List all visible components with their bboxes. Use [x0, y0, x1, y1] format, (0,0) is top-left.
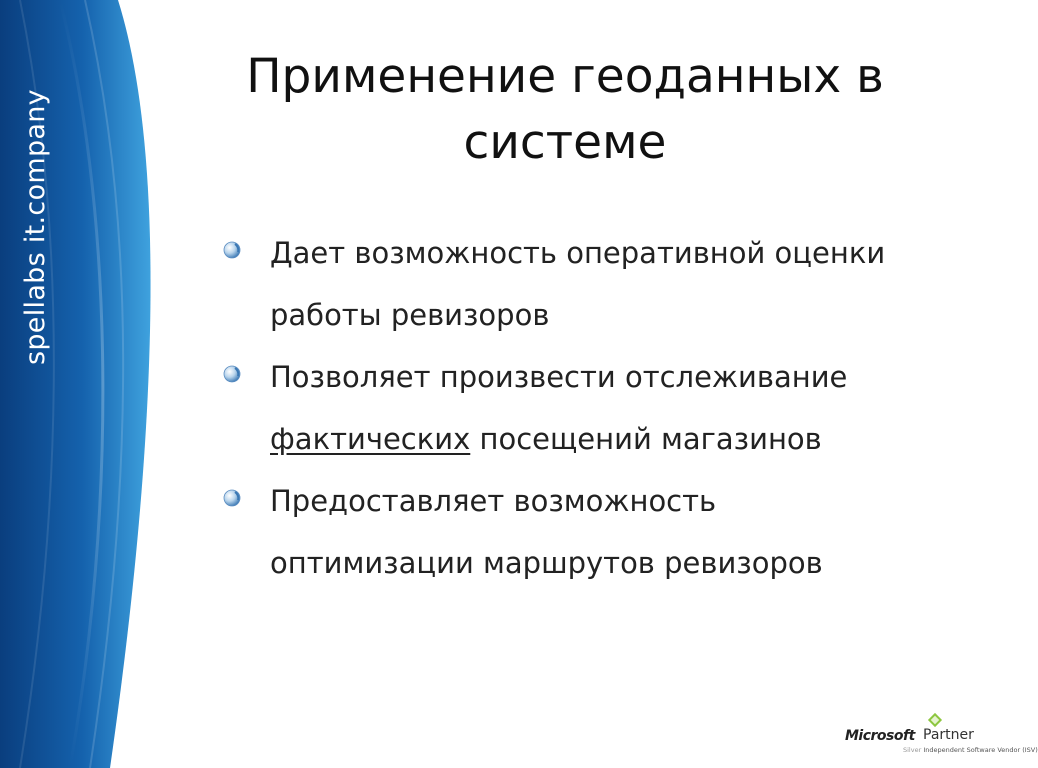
logo-subtitle: [903, 746, 1038, 754]
bubble-icon: [222, 488, 242, 508]
underlined-word: фактических: [270, 422, 471, 456]
brand-vertical-text: spellabs it.company: [20, 89, 51, 365]
bullet-text-line-2: оптимизации маршрутов ревизоров: [270, 546, 823, 580]
bullet-item: [222, 470, 1002, 594]
bullet-text-line-2: посещений магазинов: [470, 422, 822, 456]
title-line-2: системе: [463, 115, 667, 170]
title-line-1: Применение геоданных в: [246, 49, 884, 104]
bullet-text-line-1: Позволяет произвести отслеживание: [270, 360, 848, 394]
bullet-item: [222, 222, 1002, 346]
partner-mark-icon: [927, 712, 943, 728]
bullet-text-line-1: Дает возможность оперативной оценки: [270, 236, 886, 270]
microsoft-partner-logo: [845, 712, 1038, 762]
bubble-icon: [222, 364, 242, 384]
bullet-list: [222, 222, 1002, 594]
bubble-icon: [222, 240, 242, 260]
bullet-text-line-2: работы ревизоров: [270, 298, 550, 332]
logo-competency: Independent Software Vendor (ISV): [923, 746, 1038, 754]
bullet-text-line-1: Предоставляет возможность: [270, 484, 717, 518]
logo-tier: Silver: [903, 746, 922, 754]
logo-brand: Microsoft: [845, 728, 915, 744]
bullet-item: [222, 346, 1002, 470]
slide-title: [190, 44, 940, 176]
logo-partner-word: Partner: [923, 727, 974, 743]
